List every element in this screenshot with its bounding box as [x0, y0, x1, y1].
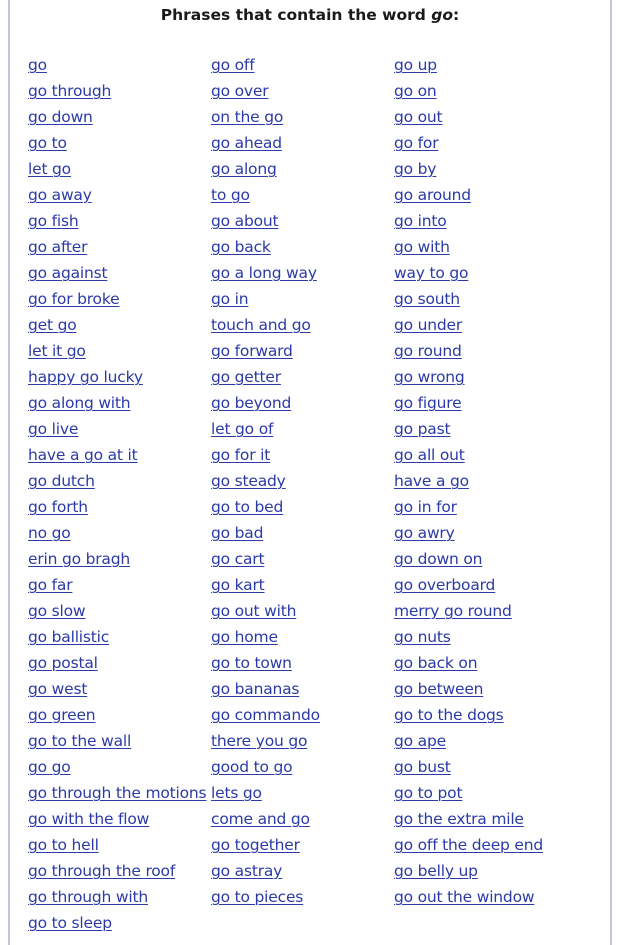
phrase-list-item: [28, 365, 206, 391]
phrase-link[interactable]: lets go: [211, 784, 262, 802]
phrase-link[interactable]: let go of: [211, 420, 274, 438]
phrase-list-item: [28, 599, 206, 625]
phrase-list-item: [28, 677, 206, 703]
phrase-link[interactable]: to go: [211, 186, 250, 204]
phrase-list-item: [394, 339, 543, 365]
phrase-list-item: [28, 469, 206, 495]
phrase-list-item: [394, 703, 543, 729]
phrase-list-item: [211, 807, 320, 833]
phrase-list-item: [394, 183, 543, 209]
phrase-link[interactable]: go off the deep end: [394, 836, 544, 854]
phrase-link[interactable]: go around: [394, 186, 471, 204]
phrase-link[interactable]: go steady: [211, 472, 286, 490]
phrase-link[interactable]: go fish: [28, 212, 79, 230]
phrase-list-item: [211, 677, 320, 703]
phrase-list-item: [28, 755, 206, 781]
phrase-list-item: [211, 885, 320, 911]
phrase-list-item: [211, 781, 320, 807]
phrase-link[interactable]: go under: [394, 316, 463, 334]
phrase-link[interactable]: good to go: [211, 758, 293, 776]
phrase-link[interactable]: there you go: [211, 732, 308, 750]
heading-word: go: [431, 6, 454, 24]
phrase-link[interactable]: go for it: [211, 446, 271, 464]
phrase-list-item: [211, 79, 320, 105]
phrase-list-item: [394, 287, 543, 313]
phrase-list-item: [211, 703, 320, 729]
phrase-list-item: [28, 885, 206, 911]
phrase-list-item: [211, 287, 320, 313]
phrase-list-item: [394, 651, 543, 677]
phrase-list-item: [28, 131, 206, 157]
phrase-link[interactable]: go on: [394, 82, 437, 100]
phrase-list-item: [28, 833, 206, 859]
phrase-list-item: [394, 859, 543, 885]
phrase-link[interactable]: go figure: [394, 394, 462, 412]
phrase-list-item: [394, 235, 543, 261]
phrase-list-item: [28, 339, 206, 365]
phrase-list-item: [211, 651, 320, 677]
phrase-list-item: [28, 651, 206, 677]
phrase-link[interactable]: go out the window: [394, 888, 535, 906]
phrase-list-item: [394, 417, 543, 443]
phrase-list-item: [211, 495, 320, 521]
phrase-link[interactable]: go past: [394, 420, 451, 438]
phrase-link[interactable]: go dutch: [28, 472, 95, 490]
phrase-link[interactable]: go bust: [394, 758, 451, 776]
phrase-list-item: [211, 573, 320, 599]
phrase-list-item: [394, 573, 543, 599]
phrase-list-item: [394, 495, 543, 521]
phrase-list-item: [28, 261, 206, 287]
phrase-link[interactable]: go a long way: [211, 264, 317, 282]
phrase-link[interactable]: go nuts: [394, 628, 451, 646]
phrase-link[interactable]: go together: [211, 836, 300, 854]
phrase-link[interactable]: let go: [28, 160, 71, 178]
phrase-link[interactable]: go to bed: [211, 498, 284, 516]
phrase-link[interactable]: go back: [211, 238, 271, 256]
phrase-link[interactable]: go against: [28, 264, 108, 282]
phrase-link[interactable]: go far: [28, 576, 73, 594]
page-heading: [10, 6, 610, 24]
phrase-list-item: [394, 469, 543, 495]
phrase-list-item: [211, 105, 320, 131]
phrase-link[interactable]: go about: [211, 212, 279, 230]
phrase-list-item: [211, 209, 320, 235]
phrase-link[interactable]: go overboard: [394, 576, 496, 594]
phrase-list-item: [394, 79, 543, 105]
phrase-column-3: [394, 53, 543, 911]
phrase-link[interactable]: erin go bragh: [28, 550, 130, 568]
phrase-link[interactable]: go beyond: [211, 394, 292, 412]
phrase-link[interactable]: go ballistic: [28, 628, 110, 646]
phrase-list-item: [394, 885, 543, 911]
phrase-link[interactable]: go back on: [394, 654, 478, 672]
phrase-link[interactable]: way to go: [394, 264, 469, 282]
phrase-list-item: [28, 807, 206, 833]
phrase-link[interactable]: go to the dogs: [394, 706, 504, 724]
phrase-link[interactable]: go awry: [394, 524, 455, 542]
phrase-list-item: [394, 209, 543, 235]
phrase-link[interactable]: have a go at it: [28, 446, 138, 464]
phrase-link[interactable]: go forward: [211, 342, 293, 360]
heading-prefix: Phrases that contain the word: [160, 6, 432, 24]
phrase-link[interactable]: go off: [211, 56, 255, 74]
phrase-link[interactable]: go up: [394, 56, 437, 74]
phrase-link[interactable]: go out with: [211, 602, 297, 620]
phrase-list-item: [211, 625, 320, 651]
phrase-link[interactable]: go all out: [394, 446, 465, 464]
phrase-list-item: [28, 443, 206, 469]
phrase-column-1: [28, 53, 206, 937]
phrase-list-item: [394, 599, 543, 625]
phrase-list-item: [28, 547, 206, 573]
phrase-link[interactable]: go ahead: [211, 134, 282, 152]
phrase-list-item: [394, 157, 543, 183]
phrase-list-item: [211, 183, 320, 209]
phrase-list-item: [211, 547, 320, 573]
phrase-link[interactable]: go through the motions: [28, 784, 207, 802]
phrase-list-item: [211, 391, 320, 417]
phrase-list-item: [28, 495, 206, 521]
phrase-link[interactable]: go wrong: [394, 368, 465, 386]
phrase-list-item: [211, 521, 320, 547]
phrase-list-item: [28, 391, 206, 417]
phrase-list-item: [211, 131, 320, 157]
phrase-link[interactable]: go: [28, 56, 47, 74]
phrase-list-item: [394, 261, 543, 287]
phrase-link[interactable]: happy go lucky: [28, 368, 143, 386]
phrase-list-item: [28, 209, 206, 235]
phrase-list-item: [394, 677, 543, 703]
phrase-link[interactable]: go in: [211, 290, 249, 308]
phrase-list-item: [394, 755, 543, 781]
phrase-link[interactable]: let it go: [28, 342, 86, 360]
phrase-list-item: [28, 417, 206, 443]
phrase-link[interactable]: go cart: [211, 550, 265, 568]
phrase-link[interactable]: on the go: [211, 108, 284, 126]
phrase-list-item: [28, 79, 206, 105]
phrase-list-item: [211, 157, 320, 183]
phrase-link[interactable]: get go: [28, 316, 77, 334]
phrase-list-item: [394, 807, 543, 833]
phrase-link[interactable]: go astray: [211, 862, 283, 880]
phrase-link[interactable]: go to pot: [394, 784, 463, 802]
phrase-link[interactable]: go out: [394, 108, 443, 126]
phrase-link[interactable]: go through the roof: [28, 862, 176, 880]
phrase-link[interactable]: touch and go: [211, 316, 311, 334]
phrase-link[interactable]: go for: [394, 134, 439, 152]
phrase-link[interactable]: go postal: [28, 654, 98, 672]
phrase-link[interactable]: go with the flow: [28, 810, 150, 828]
phrases-page: [8, 0, 612, 945]
phrase-list-item: [28, 703, 206, 729]
phrase-list-item: [394, 443, 543, 469]
phrase-list-item: [211, 859, 320, 885]
phrase-list-item: [28, 625, 206, 651]
phrase-link[interactable]: go after: [28, 238, 88, 256]
phrase-list-item: [28, 183, 206, 209]
phrase-list-item: [211, 443, 320, 469]
phrase-list-item: [211, 833, 320, 859]
phrase-link[interactable]: go the extra mile: [394, 810, 524, 828]
phrase-link[interactable]: go over: [211, 82, 269, 100]
phrase-list-item: [394, 53, 543, 79]
phrase-link[interactable]: go home: [211, 628, 278, 646]
phrase-link[interactable]: go to hell: [28, 836, 99, 854]
heading-suffix: :: [453, 6, 460, 24]
phrase-link[interactable]: go belly up: [394, 862, 478, 880]
phrase-list-item: [211, 729, 320, 755]
phrase-link[interactable]: go between: [394, 680, 484, 698]
phrase-list-item: [28, 313, 206, 339]
phrase-list-item: [28, 521, 206, 547]
phrase-link[interactable]: go through with: [28, 888, 148, 906]
phrase-link[interactable]: go for broke: [28, 290, 120, 308]
phrase-list-item: [394, 391, 543, 417]
phrase-list-item: [211, 755, 320, 781]
phrase-link[interactable]: go ape: [394, 732, 446, 750]
phrase-link[interactable]: go green: [28, 706, 96, 724]
phrase-link[interactable]: go into: [394, 212, 447, 230]
phrase-list-item: [394, 105, 543, 131]
phrase-list-item: [28, 729, 206, 755]
phrase-list-item: [211, 417, 320, 443]
phrase-link[interactable]: go kart: [211, 576, 265, 594]
phrase-list-item: [28, 781, 206, 807]
phrase-link[interactable]: go along with: [28, 394, 131, 412]
phrase-link[interactable]: no go: [28, 524, 71, 542]
phrase-link[interactable]: go getter: [211, 368, 281, 386]
phrase-column-2: [211, 53, 320, 911]
phrase-list-item: [394, 625, 543, 651]
phrase-list-item: [28, 573, 206, 599]
phrase-link[interactable]: go commando: [211, 706, 320, 724]
phrase-link[interactable]: go forth: [28, 498, 88, 516]
phrase-link[interactable]: go along: [211, 160, 277, 178]
phrase-link[interactable]: go to the wall: [28, 732, 132, 750]
phrase-list-item: [28, 53, 206, 79]
phrase-list-item: [394, 729, 543, 755]
phrase-link[interactable]: go go: [28, 758, 71, 776]
phrase-list-item: [394, 313, 543, 339]
phrase-list-item: [28, 911, 206, 937]
phrase-link[interactable]: go with: [394, 238, 450, 256]
phrase-link[interactable]: go south: [394, 290, 460, 308]
phrase-link[interactable]: have a go: [394, 472, 469, 490]
phrase-list-item: [211, 53, 320, 79]
phrase-list-item: [394, 365, 543, 391]
phrase-link[interactable]: merry go round: [394, 602, 512, 620]
phrase-list-item: [211, 313, 320, 339]
phrase-link[interactable]: go bananas: [211, 680, 300, 698]
phrase-link[interactable]: go through: [28, 82, 112, 100]
phrase-link[interactable]: go to sleep: [28, 914, 112, 932]
phrase-link[interactable]: go down: [28, 108, 93, 126]
phrase-list-item: [28, 157, 206, 183]
phrase-list-item: [211, 339, 320, 365]
phrase-link[interactable]: go by: [394, 160, 437, 178]
phrase-link[interactable]: go to: [28, 134, 67, 152]
phrase-link[interactable]: go live: [28, 420, 79, 438]
phrase-list-item: [28, 105, 206, 131]
phrase-link[interactable]: go to pieces: [211, 888, 304, 906]
phrase-link[interactable]: go to town: [211, 654, 292, 672]
phrase-list-item: [211, 235, 320, 261]
phrase-link[interactable]: go bad: [211, 524, 264, 542]
phrase-list-item: [211, 469, 320, 495]
phrase-list-item: [211, 261, 320, 287]
phrase-list-item: [394, 833, 543, 859]
phrase-link[interactable]: go down on: [394, 550, 483, 568]
phrase-link[interactable]: go in for: [394, 498, 457, 516]
phrase-list-item: [211, 365, 320, 391]
phrase-link[interactable]: go slow: [28, 602, 86, 620]
phrase-list-item: [211, 599, 320, 625]
phrase-link[interactable]: go round: [394, 342, 462, 360]
phrase-link[interactable]: go west: [28, 680, 88, 698]
phrase-link[interactable]: come and go: [211, 810, 310, 828]
phrase-list-item: [394, 547, 543, 573]
phrase-list-item: [28, 859, 206, 885]
phrase-list-item: [394, 131, 543, 157]
phrase-list-item: [394, 781, 543, 807]
phrase-list-item: [394, 521, 543, 547]
phrase-list-item: [28, 235, 206, 261]
phrase-link[interactable]: go away: [28, 186, 92, 204]
phrase-list-item: [28, 287, 206, 313]
